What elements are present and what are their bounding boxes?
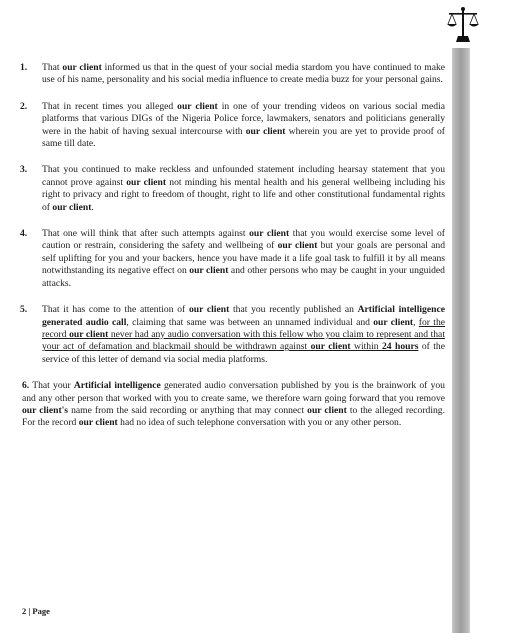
text-segment: That it has come to the attention of bbox=[42, 304, 189, 316]
paragraph-4 bbox=[18, 228, 445, 290]
text-segment: , claiming that same was between an unnamed individual and bbox=[126, 316, 374, 328]
text-segment: our client's bbox=[22, 404, 69, 416]
paragraph-number: 2. bbox=[20, 100, 28, 112]
text-segment: that you recently published an bbox=[229, 304, 358, 316]
text-segment: name from the said recording or anything that may connect bbox=[68, 404, 308, 416]
text-segment: never had any audio conversation with this fellow who you claim to represent and that your act of defamation and blackmail should be withdrawn against bbox=[42, 328, 445, 353]
paragraph-number: 6. bbox=[22, 380, 30, 392]
text-segment: That your bbox=[32, 380, 74, 392]
paragraph-6 bbox=[18, 380, 445, 430]
text-segment: That bbox=[42, 62, 63, 73]
paragraph-2 bbox=[18, 101, 445, 151]
letter-body bbox=[18, 62, 445, 444]
text-segment: within bbox=[350, 341, 382, 353]
text-segment: informed us that in the quest of your social media stardom you have continued to make use of his name, personality and his social media influence to create media buzz for your personal gains. bbox=[42, 62, 446, 86]
decorative-side-bar bbox=[452, 48, 470, 633]
page-number: 2 bbox=[22, 606, 27, 616]
paragraph-number: 5. bbox=[20, 304, 28, 316]
text-segment: and other persons who may be caught in your unguided attacks. bbox=[42, 265, 445, 289]
text-segment: That you continued to make reckless and unfounded statement including hearsay statement that you cannot prove against bbox=[42, 164, 445, 188]
text-segment: not minding his mental health and his general wellbeing including his right to privacy and right to freedom of thought, right to life and other constitutional fundamental rights of bbox=[42, 176, 445, 213]
text-segment: our client bbox=[307, 404, 347, 416]
paragraph-text bbox=[42, 164, 445, 214]
paragraph-number: 4. bbox=[20, 228, 28, 240]
scales-of-justice-logo bbox=[446, 6, 480, 42]
text-segment: of the service of this letter of demand via social media platforms. bbox=[42, 341, 445, 365]
text-segment: , bbox=[413, 316, 419, 328]
text-segment: had no idea of such telephone conversation with you or any other person. bbox=[117, 417, 402, 429]
text-segment: our client bbox=[277, 240, 318, 252]
paragraph-text bbox=[42, 228, 445, 290]
text-segment: our client bbox=[189, 265, 229, 277]
text-segment: our client bbox=[78, 417, 118, 429]
text-segment: wherein you are yet to provide proof of same till date. bbox=[42, 125, 446, 150]
text-segment: our client bbox=[69, 328, 109, 340]
text-segment: to the alleged recording. For the record bbox=[22, 404, 445, 429]
text-segment: in one of your trending videos on various social media platforms that various DIGs of the Nigeria Police force, lawmakers, senators and politicians generally were in the habit of having sexual intercourse with bbox=[42, 100, 445, 137]
text-segment: That in recent times you alleged bbox=[42, 100, 178, 112]
text-segment: Artificial intelligence generated audio call bbox=[42, 304, 445, 328]
page-label: Page bbox=[32, 606, 50, 616]
text-segment: Artificial intelligence bbox=[73, 380, 161, 392]
text-segment: . bbox=[91, 201, 94, 213]
paragraph-text bbox=[42, 101, 445, 151]
paragraph-text bbox=[42, 62, 445, 87]
paragraph-3 bbox=[18, 164, 445, 214]
paragraph-5 bbox=[18, 304, 445, 366]
text-segment: our client bbox=[249, 228, 290, 240]
text-segment: our client bbox=[245, 125, 286, 137]
text-segment: our client bbox=[126, 176, 167, 188]
text-segment: but your goals are personal and self uplifting for you and your backers, hence you have made it a life goal task to fulfill it by all means notwithstanding its negative effect on bbox=[42, 240, 445, 277]
text-segment: our client bbox=[62, 62, 102, 73]
paragraph-text bbox=[42, 304, 445, 366]
text-segment: our client bbox=[52, 201, 92, 213]
text-segment: our client bbox=[310, 341, 351, 353]
paragraph-1 bbox=[18, 62, 445, 87]
paragraph-text bbox=[22, 380, 445, 428]
text-segment: that you would exercise some level of caution or restrain, considering the safety and wellbeing of bbox=[42, 228, 445, 252]
text-segment: That one will think that after such attempts against bbox=[42, 228, 250, 240]
text-segment: our client bbox=[188, 304, 230, 316]
paragraph-number: 1. bbox=[20, 62, 28, 73]
text-segment: our client bbox=[373, 316, 414, 328]
footer-separator: | bbox=[28, 606, 31, 616]
text-segment: 24 hours bbox=[381, 341, 419, 353]
paragraph-number: 3. bbox=[20, 164, 28, 176]
text-segment: generated audio conversation published by you is the brainwork of you and any other person that worked with you to create same, we therefore warn going forward that you remove bbox=[22, 380, 445, 404]
page-footer bbox=[22, 606, 50, 616]
text-segment: our client bbox=[177, 100, 218, 112]
text-segment: for the record bbox=[42, 316, 445, 340]
